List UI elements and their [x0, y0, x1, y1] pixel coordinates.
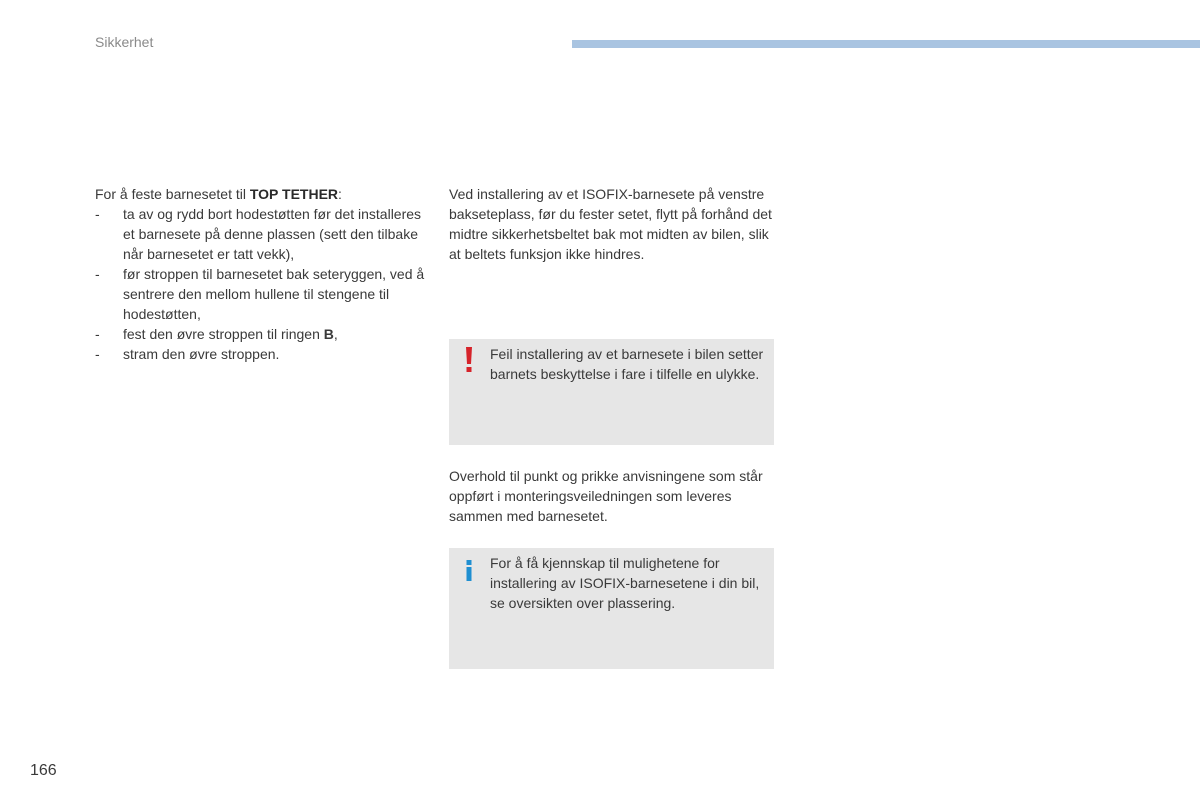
list-item [95, 264, 425, 324]
list-dash: - [95, 266, 100, 282]
section-header: Sikkerhet [95, 34, 154, 50]
list-item-text: stram den øvre stroppen. [123, 346, 280, 362]
page-number: 166 [30, 762, 57, 779]
header-accent-bar [572, 40, 1200, 48]
right-column [449, 184, 774, 264]
list-item-text: ta av og rydd bort hodestøtten før det installeres et barnesete på denne plassen (sett den tilbake når barnesetet er tatt vekk), [123, 206, 422, 262]
intro-prefix: For å feste barnesetet til [95, 186, 250, 202]
list-item [95, 204, 425, 264]
list-dash: - [95, 206, 100, 222]
list-item-text-suffix: , [333, 326, 338, 342]
list-item [95, 344, 425, 364]
instructions-paragraph: Overhold til punkt og prikke anvisningene som står oppført i monteringsveiledningen som leveres sammen med barnesetet. [449, 468, 763, 524]
list-item-text: før stroppen til barnesetet bak seteryggen, ved å sentrere den mellom hullene til stengene til hodestøtten, [123, 266, 425, 322]
left-column [95, 184, 425, 364]
info-box [449, 548, 774, 669]
list-dash: - [95, 326, 100, 342]
steps-list [95, 204, 425, 364]
list-dash: - [95, 346, 100, 362]
list-item [95, 324, 425, 344]
intro-bold: TOP TETHER [249, 186, 339, 202]
warning-box [449, 339, 774, 445]
list-item-text-bold: B [323, 326, 334, 342]
isofix-paragraph: Ved installering av et ISOFIX-barnesete på venstre bakseteplass, før du fester setet, flytt på forhånd det midtre sikkerhetsbeltet bak mot midten av bilen, slik at beltets funksjon ikke hindres. [449, 186, 772, 262]
intro-suffix: : [338, 186, 342, 202]
warning-text: Feil installering av et barnesete i bilen setter barnets beskyttelse i fare i tilfelle en ulykke. [490, 346, 764, 382]
info-icon [459, 554, 479, 584]
exclamation-icon [459, 345, 479, 375]
intro-text [95, 184, 425, 204]
list-item-text-prefix: fest den øvre stroppen til ringen [123, 326, 324, 342]
info-text: For å få kjennskap til mulighetene for installering av ISOFIX-barnesetene i din bil, se oversikten over plassering. [490, 555, 760, 611]
